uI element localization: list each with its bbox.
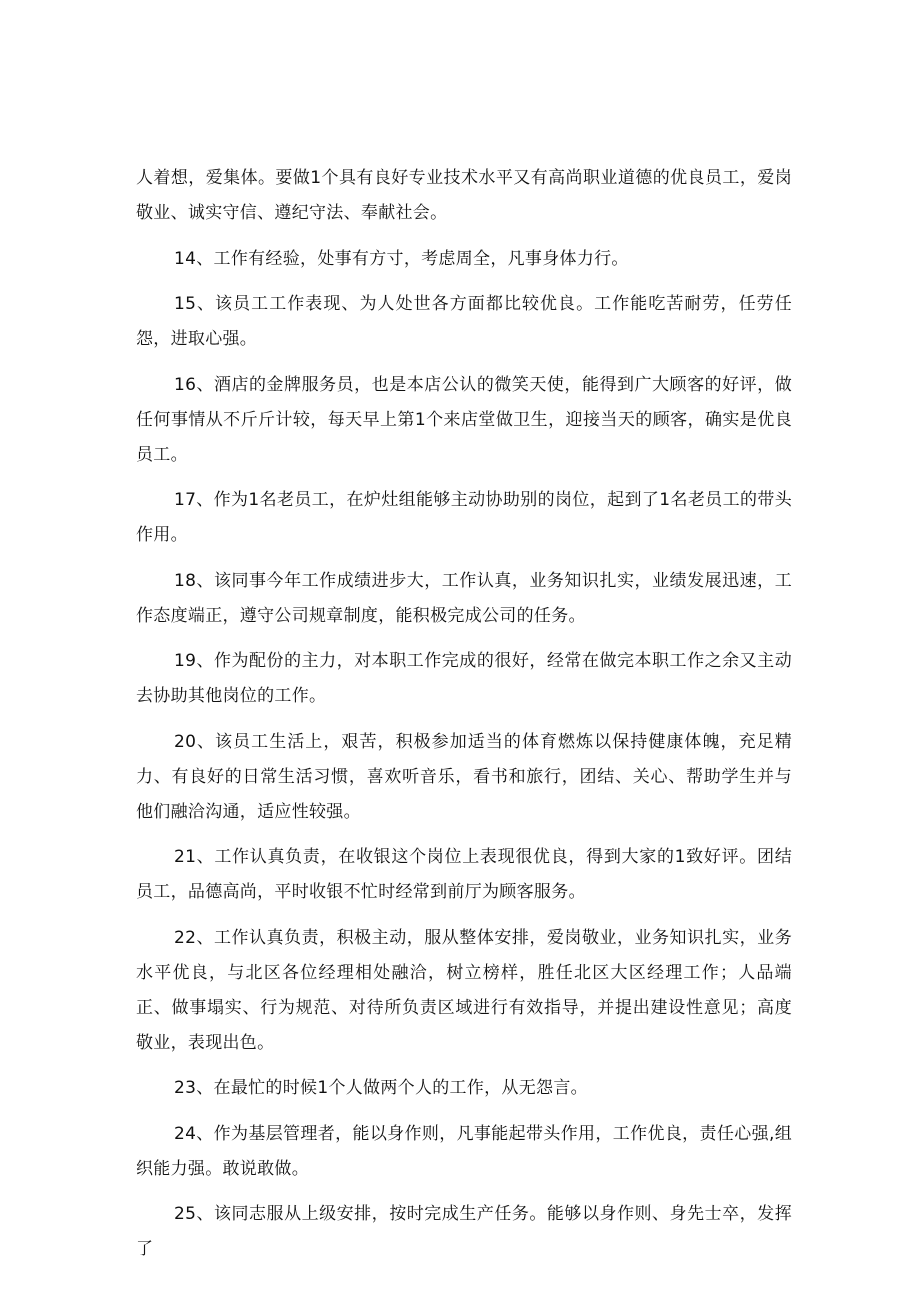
list-item bbox=[136, 368, 792, 473]
item-text: 、该员工工作表现、为人处世各方面都比较优良。工作能吃苦耐劳，任劳任怨，进取心强。 bbox=[136, 294, 792, 349]
document-body bbox=[136, 161, 792, 1278]
item-number: 14 bbox=[174, 248, 197, 269]
item-number: 15 bbox=[174, 294, 197, 314]
item-text: 、工作有经验，处事有方寸，考虑周全，凡事身体力行。 bbox=[196, 248, 629, 269]
list-item bbox=[136, 644, 792, 714]
item-text: 、工作认真负责，在收银这个岗位上表现很优良，得到大家的1致好评。团结员工，品德高尚，平时收银不忙时经常到前厅为顾客服务。 bbox=[136, 847, 792, 902]
list-item bbox=[136, 242, 792, 277]
list-item bbox=[136, 1117, 792, 1187]
item-number: 23 bbox=[174, 1078, 197, 1098]
item-text: 、在最忙的时候1个人做两个人的工作，从无怨言。 bbox=[196, 1078, 588, 1098]
list-item bbox=[136, 1197, 792, 1267]
item-text: 、作为基层管理者，能以身作则，凡事能起带头作用，工作优良，责任心强,组织能力强。敢说敢做。 bbox=[136, 1123, 792, 1179]
item-text: 、酒店的金牌服务员，也是本店公认的微笑天使，能得到广大顾客的好评，做任何事情从不斤斤计较，每天早上第1个来店堂做卫生，迎接当天的顾客，确实是优良员工。 bbox=[136, 374, 792, 465]
item-text: 、该同志服从上级安排，按时完成生产任务。能够以身作则、身先士卒，发挥了 bbox=[136, 1204, 792, 1259]
list-item bbox=[136, 921, 792, 1061]
item-number: 22 bbox=[174, 927, 197, 948]
item-number: 25 bbox=[174, 1204, 197, 1224]
item-text: 、该员工生活上，艰苦，积极参加适当的体育燃炼以保持健康体魄，充足精力、有良好的日常生活习惯，喜欢听音乐，看书和旅行，团结、关心、帮助学生并与他们融洽沟通，适应性较强。 bbox=[136, 731, 792, 822]
item-text: 、工作认真负责，积极主动，服从整体安排，爱岗敬业，业务知识扎实，业务水平优良，与北区各位经理相处融洽，树立榜样，胜任北区大区经理工作；人品端正、做事塌实、行为规范、对待所负责区域进行有效指导，并提出建设性意见；高度敬业，表现出色。 bbox=[136, 927, 792, 1053]
list-item bbox=[136, 483, 792, 553]
list-item bbox=[136, 840, 792, 910]
continuation-paragraph: 人着想，爱集体。要做1个具有良好专业技术水平又有高尚职业道德的优良员工，爱岗敬业、诚实守信、遵纪守法、奉献社会。 bbox=[136, 168, 792, 223]
item-text: 、该同事今年工作成绩进步大，工作认真，业务知识扎实，业绩发展迅速，工作态度端正，遵守公司规章制度，能积极完成公司的任务。 bbox=[136, 570, 792, 626]
item-number: 19 bbox=[174, 651, 197, 671]
item-number: 16 bbox=[174, 374, 197, 395]
item-number: 24 bbox=[174, 1123, 197, 1144]
item-number: 21 bbox=[174, 847, 197, 867]
item-number: 17 bbox=[174, 490, 197, 510]
item-number: 20 bbox=[174, 731, 197, 752]
item-text: 、作为1名老员工，在炉灶组能够主动协助别的岗位，起到了1名老员工的带头作用。 bbox=[136, 490, 792, 545]
item-text: 、作为配份的主力，对本职工作完成的很好，经常在做完本职工作之余又主动去协助其他岗位的工作。 bbox=[136, 651, 792, 706]
list-item bbox=[136, 725, 792, 830]
list-item bbox=[136, 564, 792, 634]
item-number: 18 bbox=[174, 570, 197, 591]
list-item bbox=[136, 287, 792, 357]
list-item bbox=[136, 1071, 792, 1106]
